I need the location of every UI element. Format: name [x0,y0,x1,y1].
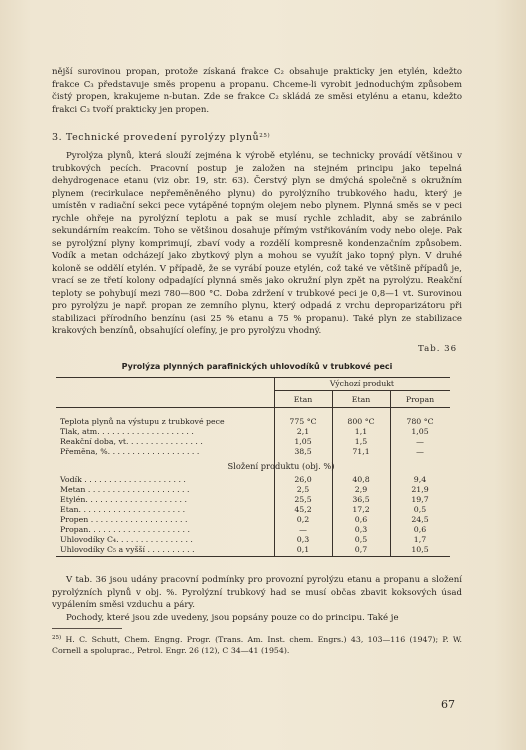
row-label: Propen . . . . . . . . . . . . . . . . . . . . [60,515,188,524]
row-label: Uhlovodíky C₅ a vyšší . . . . . . . . . . [60,545,195,554]
cell: 0,6 [413,525,427,534]
table-number: Tab. 36 [418,344,458,354]
section-heading [52,132,270,143]
column-header: Propan [405,395,435,404]
row-label: Vodík . . . . . . . . . . . . . . . . . . . . . [60,475,186,484]
cell: 0,6 [354,515,368,524]
footnote [52,633,462,656]
cell: 40,8 [352,475,370,484]
cell: 1,1 [354,427,368,436]
table-top-rule [56,377,450,378]
footnote-text: H. C. Schutt, Chem. Engng. Progr. (Trans. Am. Inst. chem. Engrs.) 43, 103—116 (1947); P. W. Cornell a spoluprac., Petrol. Engr. 26 (12), C 34—41 (1954). [52,635,462,655]
cell: 1,7 [413,535,427,544]
group-header: Výchozí produkt [329,379,395,388]
cell: 19,7 [411,495,429,504]
cell: 0,5 [413,505,427,514]
cell: — [299,525,307,534]
cell: 0,3 [354,525,368,534]
cell: 0,1 [296,545,310,554]
cell: 1,05 [411,427,429,436]
table-title: Pyrolýza plynných parafinických uhlovodíků v trubkové peci [121,362,393,371]
row-label: Přeměna, %. . . . . . . . . . . . . . . . . . . [60,447,200,456]
table-group-rule [274,390,450,391]
data-table [56,377,450,557]
row-label: Reakční doba, vt. . . . . . . . . . . . . . . . [60,437,203,446]
row-label: Etylén. . . . . . . . . . . . . . . . . . . . . [60,495,187,504]
after-table-paragraph-2: Pochody, které jsou zde uvedeny, jsou popsány pouze co do principu. Také je [66,612,399,623]
row-label: Etan. . . . . . . . . . . . . . . . . . . . . . [60,505,186,514]
cell: 0,7 [354,545,368,554]
column-header: Etan [351,395,371,404]
after-table-paragraph-1: V tab. 36 jsou udány pracovní podmínky pro provozní pyrolýzu etanu a propanu a složení pyrolýzních plynů v obj. %. Pyrolýzní trubkový had se musí občas zbavit koksových úsad vypálením směsi vzduchu a páry. [52,575,462,610]
cell: 45,2 [294,505,312,514]
cell: 71,1 [352,447,370,456]
row-label: Metan . . . . . . . . . . . . . . . . . . . . . [60,485,190,494]
cell: 780 °C [406,417,434,426]
table-header-rule [56,407,450,408]
row-label: Uhlovodíky C₄. . . . . . . . . . . . . . . . [60,535,193,544]
cell: 10,5 [411,545,429,554]
cell: 24,5 [411,515,429,524]
cell: 2,5 [296,485,310,494]
cell: 1,5 [354,437,368,446]
cell: — [416,447,424,456]
column-header: Etan [293,395,313,404]
section-title: 3. Technické provedení pyrolýzy plynů [52,132,260,143]
section-footnote-ref: 25) [259,133,271,139]
cell: 25,5 [294,495,312,504]
intro-paragraph: nější surovinou propan, protože získaná frakce C₂ obsahuje prakticky jen etylén, kdežto frakce C₃ představuje směs propenu a propanu. Chceme-li vyrobit jednoduchým způsobem čistý propen, krakujeme n-butan. Zde se frakce C₂ skládá ze směsi etylénu a etanu, kdežto frakci C₃ tvoří prakticky jen propen. [52,67,462,115]
row-label: Teplota plynů na výstupu z trubkové pece [60,417,225,426]
cell: 775 °C [289,417,317,426]
footnote-marker: 25) [52,635,62,641]
composition-header: Složení produktu (obj. %) [227,461,335,471]
body-paragraph: Pyrolýza plynů, která slouží zejména k výrobě etylénu, se technicky provádí většinou v trubkových pecích. Pracovní postup je založen na stejném principu jako tepelná dehydrogenace etanu (viz obr. 19, str. 63). Čerstvý plyn se dmýchá společně s okružním plynem (recirkulace nepřeměněného plynu) do pyrolýzního trubkového hadu, který je umístěn v radiační sekci pece vytápěné topným olejem nebo plynem. Plynná směs se v peci rychle ohřeje na pyrolýzní teplotu a pak se musí rychle zchladit, aby se zabránilo sekundárním reakcím. Toho se většinou dosahuje přímým vstřikováním vody nebo oleje. Pak se pyrolýzní plyny komprimují, zbaví vody a rozdělí kompresně kondenzačním způsobem. Vodík a metan odcházejí jako zbytkový plyn a mohou se využít jako topný plyn. V druhé koloně se oddělí etylén. V případě, že se vyrábí pouze etylén, což také ve většině případů je, vrací se ze třetí kolony odpadající plynná směs jako okružní plyn zpět na pyrolýzu. Reakční teploty se pohybují mezi 780—800 °C. Doba zdržení v trubkové peci je 0,8—1 vt. Surovinou pro pyrolýzu je např. propan ze zemního plynu, který odpadá z vrchu deproparizátoru při stabilizaci přírodního benzínu (asi 25 % etanu a 75 % propanu). Také plyn ze stabilizace krakových benzínů, obsahující olefíny, je pro pyrolýzu vhodný. [52,151,462,336]
cell: 0,5 [354,535,368,544]
cell: 2,9 [354,485,368,494]
cell: 0,3 [296,535,310,544]
page-number: 67 [441,698,455,711]
cell: 21,9 [411,485,429,494]
cell: 26,0 [294,475,312,484]
cell: 2,1 [296,427,310,436]
cell: 9,4 [413,475,427,484]
cell: 38,5 [294,447,312,456]
after-table-text [52,574,462,624]
row-label: Tlak, atm. . . . . . . . . . . . . . . . . . . . [60,427,194,436]
cell: 36,5 [352,495,370,504]
row-label: Propan. . . . . . . . . . . . . . . . . . . . . [60,525,190,534]
cell: 17,2 [352,505,370,514]
cell: 1,05 [294,437,312,446]
footnote-rule [52,628,122,629]
cell: 800 °C [347,417,375,426]
cell: — [416,437,424,446]
cell: 0,2 [296,515,310,524]
